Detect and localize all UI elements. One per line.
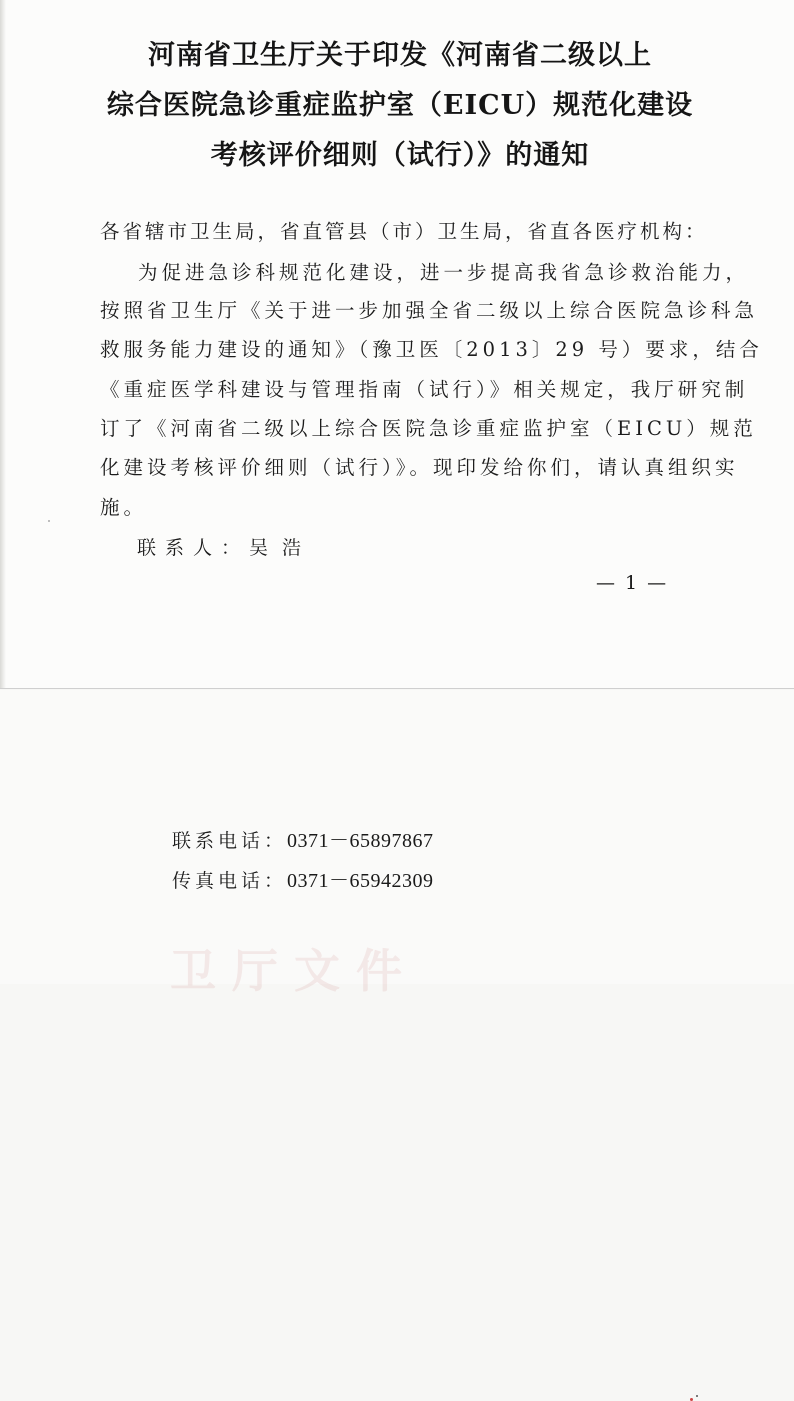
contact-label: 联系人： [137,537,250,559]
scan-speck [696,1395,698,1397]
body-line: 救服务能力建设的通知》（豫卫医〔2013〕29 号）要求，结合 [100,338,763,361]
body-line: 施。 [100,496,148,519]
phone-label: 联系电话： [172,830,288,852]
body-line: 化建设考核评价细则（试行）》。现印发给你们，请认真组织实 [100,456,739,479]
seal-bleedthrough: 卫厅文件 [170,944,418,998]
title-line-2: 综合医院急诊重症监护室（EICU）规范化建设 [106,90,694,121]
contact-name: 吴浩 [249,537,316,559]
body-line: 按照省卫生厅《关于进一步加强全省二级以上综合医院急诊科急 [100,299,759,322]
phone-line [172,824,434,853]
page-edge-shadow [0,0,6,688]
body-line: 为促进急诊科规范化建设，进一步提高我省急诊救治能力， [138,261,750,284]
contact-person [137,533,315,560]
document-page-top [0,0,794,688]
fax-line [172,864,434,893]
scan-speck [48,520,50,522]
title-line-1: 河南省卫生厅关于印发《河南省二级以上 [148,40,652,71]
salutation: 各省辖市卫生局，省直管县（市）卫生局，省直各医疗机构： [100,220,708,243]
fax-value: 0371－65942309 [287,870,434,892]
page-number: — 1 — [596,572,669,594]
body-line: 《重症医学科建设与管理指南（试行）》相关规定，我厅研究制 [100,378,749,401]
phone-value: 0371－65897867 [287,830,434,852]
title-line-3: 考核评价细则（试行）》的通知 [210,140,590,171]
body-line: 订了《河南省二级以上综合医院急诊重症监护室（EICU）规范 [100,417,757,440]
fax-label: 传真电话： [172,870,288,892]
